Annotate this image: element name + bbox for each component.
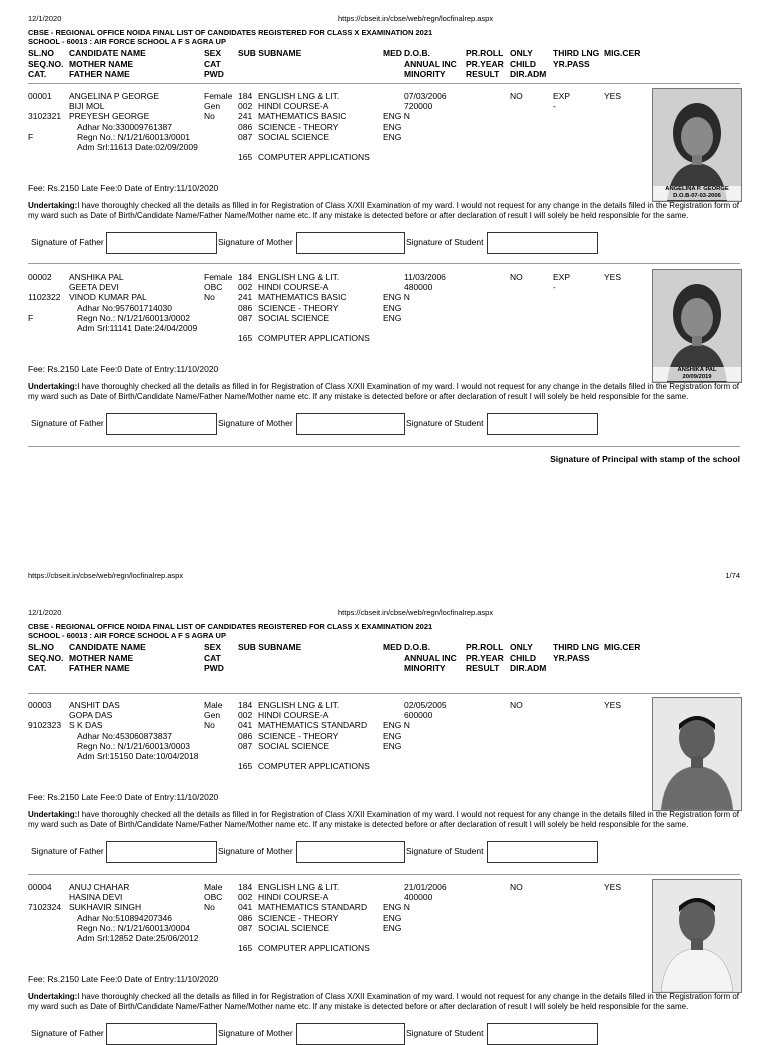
father-signature-box[interactable] <box>106 841 217 863</box>
candidate-name: ANUJ CHAHAR <box>69 882 130 892</box>
father-signature-box[interactable] <box>106 413 217 435</box>
column-onlychild-diradm-line: DIR.ADM <box>510 663 547 673</box>
mother-signature-box[interactable] <box>296 1023 405 1045</box>
subject-code: 086 <box>238 121 253 132</box>
signature-row <box>28 413 740 435</box>
subject-medium: ENG <box>383 740 402 751</box>
extra-subject-code: 165 <box>238 761 253 772</box>
father-signature-label: Signature of Father <box>31 237 104 247</box>
seq-no: 1102322 <box>28 292 61 303</box>
subject-code: 086 <box>238 302 253 313</box>
sex: Female <box>204 91 233 101</box>
subject-code: 087 <box>238 131 253 142</box>
seq-no: 7102324 <box>28 902 62 913</box>
father-signature-box[interactable] <box>106 1023 217 1045</box>
column-dob-income-minority-line: ANNUAL INC <box>404 652 457 663</box>
column-thirdlng-yrpass-line: YR.PASS <box>553 652 590 663</box>
extra-subject-code: 165 <box>238 333 253 344</box>
column-sex-cat-pwd-line: CAT <box>204 58 221 69</box>
only-child: NO <box>510 272 523 282</box>
undertaking <box>28 201 740 220</box>
mother-signature-label: Signature of Mother <box>218 418 293 428</box>
portrait-image <box>653 270 741 382</box>
candidate-name: ANSHIT DAS <box>69 700 120 710</box>
print-url: https://cbseit.in/cbse/web/regn/locfinalrep.aspx <box>338 608 494 617</box>
category: OBC <box>204 892 223 903</box>
sl-no: 00004 <box>28 882 52 892</box>
mother-name: BIJI MOL <box>69 101 105 112</box>
category-code: F <box>28 131 34 142</box>
subject-code: 241 <box>238 111 253 122</box>
subject-code: 002 <box>238 710 253 721</box>
report-title: CBSE - REGIONAL OFFICE NOIDA FINAL LIST OF CANDIDATES REGISTERED FOR CLASS X EXAMINATION 2021 <box>28 622 433 631</box>
father-signature-box[interactable] <box>106 232 217 254</box>
report-title: CBSE - REGIONAL OFFICE NOIDA FINAL LIST OF CANDIDATES REGISTERED FOR CLASS X EXAMINATION 2021 <box>28 28 433 37</box>
mother-signature-box[interactable] <box>296 232 405 254</box>
column-migcer: MIG.CER <box>604 642 641 652</box>
undertaking-label: Undertaking: <box>28 382 78 391</box>
seq-no: 9102323 <box>28 720 62 731</box>
column-names-line: FATHER NAME <box>69 69 130 79</box>
subject-name: SCIENCE - THEORY <box>258 121 339 132</box>
column-dob-income-minority-line: ANNUAL INC <box>404 58 457 69</box>
third-language: EXP <box>553 272 571 282</box>
undertaking-text: I have thoroughly checked all the details as filled in for Registration of Class X/XII Examination of my ward. I would not request for any change in the details filled in the Registration form of my ward such as Date of Birth/Candidate Name/Father Name/Mother name etc. If any mistake is detected before or after declaration of result I will solely be held responsible for the same. <box>28 382 740 401</box>
column-names-line: CANDIDATE NAME <box>69 642 146 652</box>
divider <box>28 693 740 694</box>
column-sl-seq-cat-line: CAT. <box>28 69 47 79</box>
subject-name: SOCIAL SCIENCE <box>258 922 330 933</box>
migration-certificate: YES <box>604 91 622 101</box>
student-signature-box[interactable] <box>487 413 598 435</box>
migration-certificate: YES <box>604 272 622 282</box>
regn-no: Regn No.: N/1/21/60013/0004 <box>77 922 190 933</box>
subject-medium: ENG <box>383 312 402 323</box>
column-sl-seq-cat-line: SL.NO <box>28 48 54 58</box>
subject-name: MATHEMATICS BASIC <box>258 292 347 303</box>
school-title: SCHOOL - 60013 : AIR FORCE SCHOOL A F S AGRA UP <box>28 37 226 46</box>
year-pass: - <box>553 282 556 293</box>
print-date: 12/1/2020 <box>28 608 62 617</box>
mother-name: HASINA DEVI <box>69 892 123 903</box>
dob: 11/03/2006 <box>404 272 446 282</box>
column-prroll-pryear-result-line: PR.ROLL <box>466 642 504 652</box>
category: Gen <box>204 710 221 721</box>
pwd: No <box>204 111 215 122</box>
extra-subject-code: 165 <box>238 152 253 163</box>
candidate-name: ANSHIKA PAL <box>69 272 124 282</box>
subject-medium: ENG <box>383 922 402 933</box>
column-thirdlng-yrpass-line: THIRD LNG <box>553 642 600 652</box>
undertaking <box>28 382 740 401</box>
subject-name: SOCIAL SCIENCE <box>258 312 330 323</box>
sex: Female <box>204 272 233 282</box>
column-dob-income-minority-line: MINORITY <box>404 663 446 673</box>
mother-signature-label: Signature of Mother <box>218 237 293 247</box>
sl-no: 00001 <box>28 91 52 101</box>
adhar-no: Adhar No:510894207346 <box>77 912 172 923</box>
subject-name: SCIENCE - THEORY <box>258 730 339 741</box>
undertaking <box>28 992 740 1011</box>
subject-code: 086 <box>238 730 253 741</box>
subject-medium: ENG <box>383 131 402 142</box>
column-med: MED <box>383 642 402 652</box>
student-signature-label: Signature of Student <box>406 1028 484 1038</box>
divider <box>28 446 740 447</box>
subject-code: 002 <box>238 101 253 112</box>
column-sex-cat-pwd-line: PWD <box>204 69 224 79</box>
student-signature-box[interactable] <box>487 1023 598 1045</box>
only-child: NO <box>510 882 523 892</box>
column-migcer: MIG.CER <box>604 48 641 58</box>
subject-code: 241 <box>238 292 253 303</box>
signature-row <box>28 1023 740 1045</box>
seq-no: 3102321 <box>28 111 62 122</box>
subject-code: 184 <box>238 700 253 710</box>
father-name: VINOD KUMAR PAL <box>69 292 147 303</box>
column-med: MED <box>383 48 402 58</box>
student-signature-box[interactable] <box>487 232 598 254</box>
adm-srl: Adm Srl:11613 Date:02/09/2009 <box>77 142 198 152</box>
father-signature-label: Signature of Father <box>31 846 104 856</box>
divider <box>28 874 740 875</box>
subject-code: 087 <box>238 740 253 751</box>
column-sub-subname: SUB SUBNAME <box>238 642 302 652</box>
column-names-line: CANDIDATE NAME <box>69 48 146 58</box>
subject-name: SCIENCE - THEORY <box>258 302 339 313</box>
column-sub-subname: SUB SUBNAME <box>238 48 302 58</box>
regn-no: Regn No.: N/1/21/60013/0003 <box>77 740 190 751</box>
subject-code: 087 <box>238 922 253 933</box>
adhar-no: Adhar No:957601714030 <box>77 302 172 313</box>
column-dob-income-minority-line: MINORITY <box>404 69 446 79</box>
subject-code: 184 <box>238 91 253 101</box>
undertaking-label: Undertaking: <box>28 201 78 210</box>
column-prroll-pryear-result-line: PR.YEAR <box>466 58 504 69</box>
mother-signature-box[interactable] <box>296 413 405 435</box>
subject-medium: ENG <box>383 302 402 313</box>
column-thirdlng-yrpass-line: YR.PASS <box>553 58 590 69</box>
signature-row <box>28 841 740 863</box>
category: OBC <box>204 282 223 293</box>
father-signature-label: Signature of Father <box>31 418 104 428</box>
annual-income: 600000 <box>404 710 433 721</box>
dob: 21/01/2006 <box>404 882 447 892</box>
divider <box>28 263 740 264</box>
migration-certificate: YES <box>604 700 622 710</box>
subject-code: 184 <box>238 882 253 892</box>
subject-medium: ENG <box>383 730 402 741</box>
father-name: SUKHAVIR SINGH <box>69 902 142 913</box>
signature-row <box>28 232 740 254</box>
subject-name: MATHEMATICS BASIC <box>258 111 347 122</box>
undertaking-label: Undertaking: <box>28 810 78 819</box>
subject-code: 087 <box>238 312 253 323</box>
print-date: 12/1/2020 <box>28 14 62 23</box>
sl-no: 00002 <box>28 272 52 282</box>
category-code: F <box>28 312 34 323</box>
column-prroll-pryear-result-line: PR.YEAR <box>466 652 504 663</box>
portrait-image <box>653 698 741 810</box>
candidate-photo <box>652 879 742 993</box>
subject-code: 184 <box>238 272 253 282</box>
year-pass: - <box>553 101 556 112</box>
column-prroll-pryear-result-line: PR.ROLL <box>466 48 504 58</box>
category: Gen <box>204 101 221 112</box>
photo-caption: D.O.B-07-03-2006 <box>653 193 741 200</box>
father-name: S K DAS <box>69 720 103 731</box>
subject-medium: ENG N <box>383 111 410 122</box>
extra-subject-name: COMPUTER APPLICATIONS <box>258 761 370 772</box>
photo-caption: ANGELINA P. GEORGE <box>653 186 741 193</box>
column-dob-income-minority-line: D.O.B. <box>404 642 430 652</box>
only-child: NO <box>510 700 523 710</box>
subject-code: 002 <box>238 892 253 903</box>
column-thirdlng-yrpass-line: THIRD LNG <box>553 48 600 58</box>
column-names-line: MOTHER NAME <box>69 652 134 663</box>
subject-name: HINDI COURSE-A <box>258 101 329 112</box>
pwd: No <box>204 720 215 731</box>
column-onlychild-diradm-line: CHILD <box>510 652 536 663</box>
column-sex-cat-pwd-line: SEX <box>204 642 222 652</box>
adhar-no: Adhar No:453060873837 <box>77 730 172 741</box>
subject-code: 086 <box>238 912 253 923</box>
page-number: 1/74 <box>725 571 740 580</box>
undertaking-label: Undertaking: <box>28 992 78 1001</box>
regn-no: Regn No.: N/1/21/60013/0002 <box>77 312 190 323</box>
subject-name: MATHEMATICS STANDARD <box>258 720 368 731</box>
pwd: No <box>204 902 215 913</box>
sex: Male <box>204 700 223 710</box>
extra-subject-name: COMPUTER APPLICATIONS <box>258 333 370 344</box>
adm-srl: Adm Srl:11141 Date:24/04/2009 <box>77 323 198 333</box>
dob: 07/03/2006 <box>404 91 447 101</box>
photo-caption: ANSHIKA PAL <box>653 367 741 374</box>
column-names-line: FATHER NAME <box>69 663 130 673</box>
fee-details: Fee: Rs.2150 Late Fee:0 Date of Entry:11/10/2020 <box>28 364 219 374</box>
mother-signature-label: Signature of Mother <box>218 846 293 856</box>
sl-no: 00003 <box>28 700 52 710</box>
migration-certificate: YES <box>604 882 622 892</box>
subject-name: MATHEMATICS STANDARD <box>258 902 368 913</box>
fee-details: Fee: Rs.2150 Late Fee:0 Date of Entry:11/10/2020 <box>28 792 219 802</box>
adhar-no: Adhar No:330009761387 <box>77 121 172 132</box>
mother-name: GOPA DAS <box>69 710 113 721</box>
mother-name: GEETA DEVI <box>69 282 119 293</box>
student-signature-label: Signature of Student <box>406 846 484 856</box>
subject-medium: ENG N <box>383 902 410 913</box>
student-signature-label: Signature of Student <box>406 237 484 247</box>
column-onlychild-diradm-line: ONLY <box>510 642 533 652</box>
extra-subject-code: 165 <box>238 943 253 954</box>
adm-srl: Adm Srl:15150 Date:10/04/2018 <box>77 751 199 761</box>
candidate-photo <box>652 269 742 383</box>
subject-medium: ENG N <box>383 720 410 731</box>
column-prroll-pryear-result-line: RESULT <box>466 663 500 673</box>
candidate-name: ANGELINA P GEORGE <box>69 91 160 101</box>
subject-name: SOCIAL SCIENCE <box>258 131 330 142</box>
extra-subject-name: COMPUTER APPLICATIONS <box>258 943 370 954</box>
regn-no: Regn No.: N/1/21/60013/0001 <box>77 131 190 142</box>
portrait-image <box>653 880 741 992</box>
principal-signature: Signature of Principal with stamp of the school <box>550 454 740 464</box>
subject-code: 041 <box>238 902 253 913</box>
subject-name: ENGLISH LNG & LIT. <box>258 700 340 710</box>
print-url: https://cbseit.in/cbse/web/regn/locfinalrep.aspx <box>338 14 494 23</box>
subject-name: HINDI COURSE-A <box>258 710 329 721</box>
subject-code: 041 <box>238 720 253 731</box>
photo-caption: 20/09/2019 <box>653 374 741 381</box>
student-signature-label: Signature of Student <box>406 418 484 428</box>
column-onlychild-diradm-line: DIR.ADM <box>510 69 547 79</box>
undertaking <box>28 810 740 829</box>
dob: 02/05/2005 <box>404 700 447 710</box>
undertaking-text: I have thoroughly checked all the details as filled in for Registration of Class X/XII Examination of my ward. I would not request for any change in the details filled in the Registration form of my ward such as Date of Birth/Candidate Name/Father Name/Mother name etc. If any mistake is detected before or after declaration of result I will solely be held responsible for the same. <box>28 810 740 829</box>
subject-name: ENGLISH LNG & LIT. <box>258 272 340 282</box>
subject-medium: ENG <box>383 121 402 132</box>
subject-name: HINDI COURSE-A <box>258 892 329 903</box>
subject-code: 002 <box>238 282 253 293</box>
column-sl-seq-cat-line: SL.NO <box>28 642 54 652</box>
only-child: NO <box>510 91 523 101</box>
father-signature-label: Signature of Father <box>31 1028 104 1038</box>
column-sl-seq-cat-line: CAT. <box>28 663 47 673</box>
annual-income: 480000 <box>404 282 433 293</box>
column-dob-income-minority-line: D.O.B. <box>404 48 430 58</box>
subject-name: ENGLISH LNG & LIT. <box>258 91 340 101</box>
student-signature-box[interactable] <box>487 841 598 863</box>
annual-income: 400000 <box>404 892 433 903</box>
subject-name: ENGLISH LNG & LIT. <box>258 882 340 892</box>
subject-name: SOCIAL SCIENCE <box>258 740 330 751</box>
pwd: No <box>204 292 215 303</box>
column-sex-cat-pwd-line: CAT <box>204 652 221 663</box>
candidate-photo <box>652 697 742 811</box>
column-onlychild-diradm-line: ONLY <box>510 48 533 58</box>
mother-signature-box[interactable] <box>296 841 405 863</box>
annual-income: 720000 <box>404 101 433 112</box>
undertaking-text: I have thoroughly checked all the details as filled in for Registration of Class X/XII Examination of my ward. I would not request for any change in the details filled in the Registration form of my ward such as Date of Birth/Candidate Name/Father Name/Mother name etc. If any mistake is detected before or after declaration of result I will solely be held responsible for the same. <box>28 992 740 1011</box>
column-prroll-pryear-result-line: RESULT <box>466 69 500 79</box>
column-sl-seq-cat-line: SEQ.NO. <box>28 652 64 663</box>
column-sl-seq-cat-line: SEQ.NO. <box>28 58 64 69</box>
third-language: EXP <box>553 91 571 101</box>
mother-signature-label: Signature of Mother <box>218 1028 293 1038</box>
fee-details: Fee: Rs.2150 Late Fee:0 Date of Entry:11/10/2020 <box>28 974 219 984</box>
father-name: PREYESH GEORGE <box>69 111 150 122</box>
subject-medium: ENG N <box>383 292 410 303</box>
undertaking-text: I have thoroughly checked all the details as filled in for Registration of Class X/XII Examination of my ward. I would not request for any change in the details filled in the Registration form of my ward such as Date of Birth/Candidate Name/Father Name/Mother name etc. If any mistake is detected before or after declaration of result I will solely be held responsible for the same. <box>28 201 740 220</box>
subject-name: SCIENCE - THEORY <box>258 912 339 923</box>
subject-medium: ENG <box>383 912 402 923</box>
candidate-photo <box>652 88 742 202</box>
fee-details: Fee: Rs.2150 Late Fee:0 Date of Entry:11/10/2020 <box>28 183 219 193</box>
footer-url: https://cbseit.in/cbse/web/regn/locfinalrep.aspx <box>28 571 184 580</box>
column-sex-cat-pwd-line: PWD <box>204 663 224 673</box>
subject-name: HINDI COURSE-A <box>258 282 329 293</box>
column-sex-cat-pwd-line: SEX <box>204 48 222 58</box>
column-names-line: MOTHER NAME <box>69 58 134 69</box>
adm-srl: Adm Srl:12852 Date:25/06/2012 <box>77 933 199 943</box>
column-onlychild-diradm-line: CHILD <box>510 58 536 69</box>
extra-subject-name: COMPUTER APPLICATIONS <box>258 152 370 163</box>
divider <box>28 83 740 84</box>
school-title: SCHOOL - 60013 : AIR FORCE SCHOOL A F S AGRA UP <box>28 631 226 640</box>
sex: Male <box>204 882 223 892</box>
portrait-image <box>653 89 741 201</box>
